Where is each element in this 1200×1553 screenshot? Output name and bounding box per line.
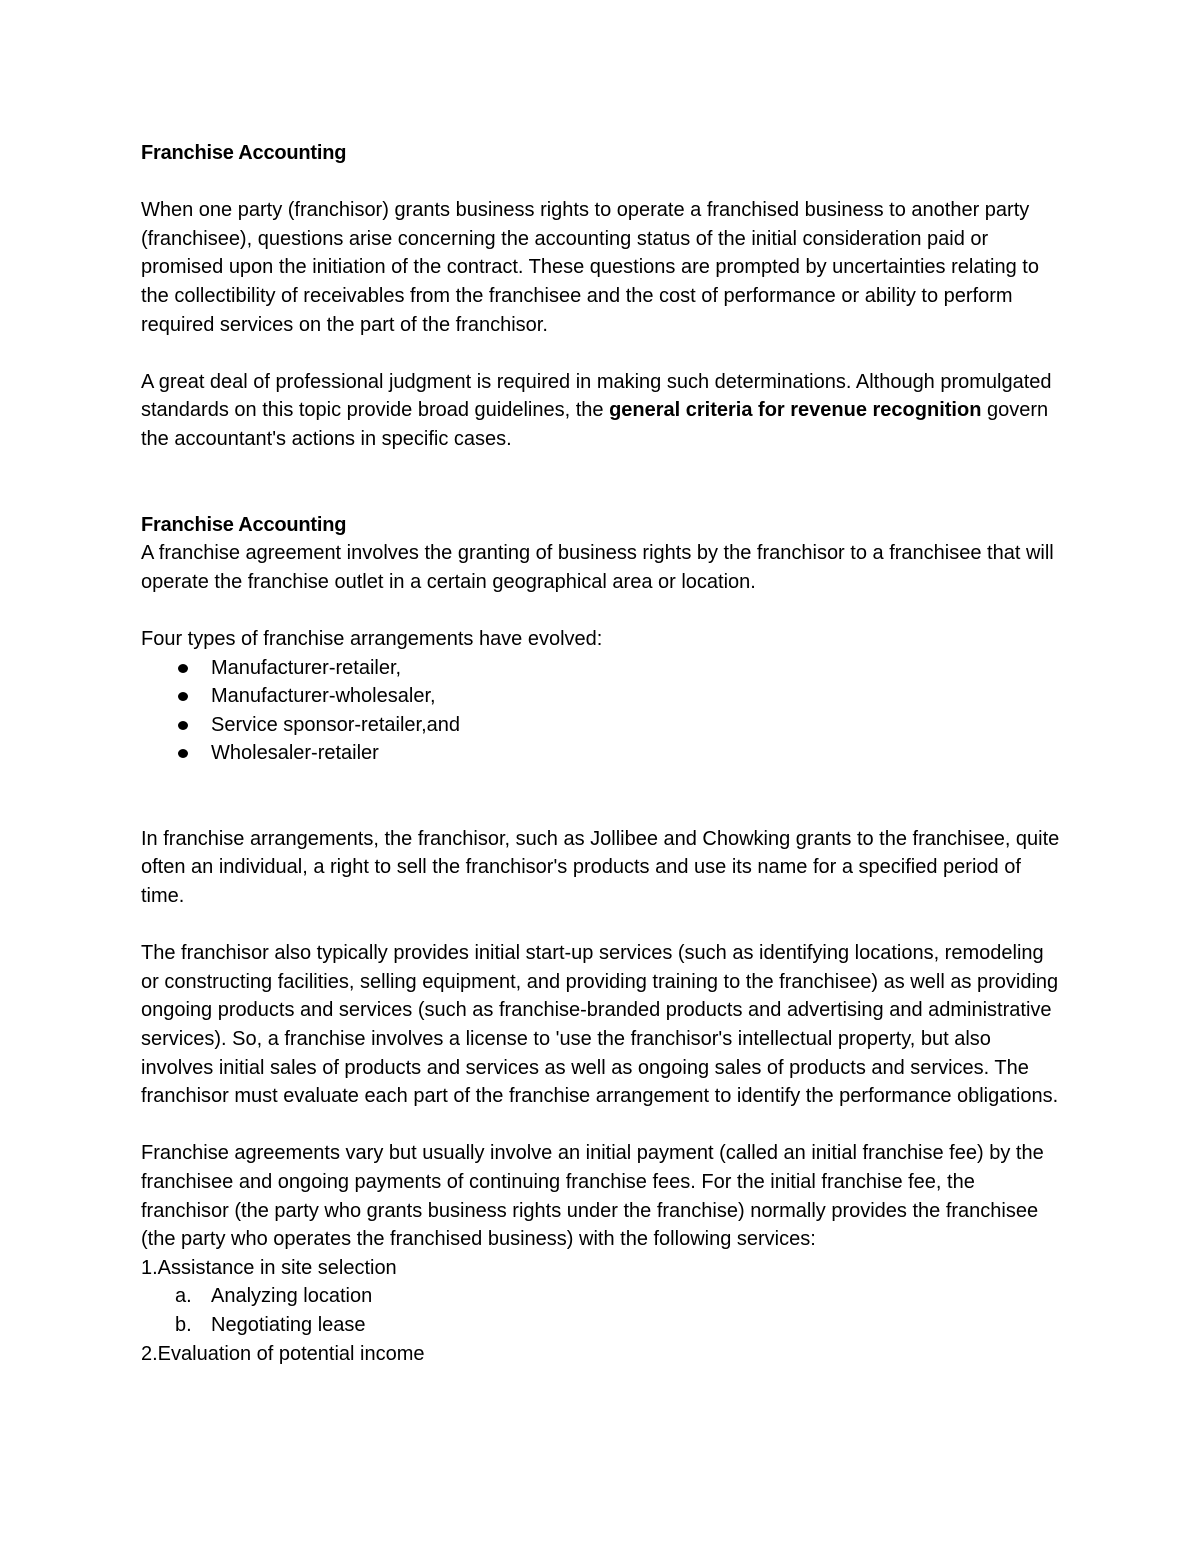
section-1-paragraph-2 xyxy=(141,368,1066,454)
bullet-icon xyxy=(178,721,188,730)
paragraph-text: A great deal of professional judgment is required in making such determinations. Although promulgated standards on this topic provide broad guidelines, the xyxy=(141,370,1052,422)
bullet-icon xyxy=(178,749,188,758)
section-2-heading: Franchise Accounting xyxy=(141,513,347,536)
list-marker: a. xyxy=(175,1285,192,1308)
section-1-heading: Franchise Accounting xyxy=(141,142,347,164)
list-item-text: Service sponsor-retailer,and xyxy=(211,713,461,736)
bullet-icon xyxy=(178,692,188,701)
section-1-paragraph-1: When one party (franchisor) grants business rights to operate a franchised business to another party (franchisee), questions arise concerning the accounting status of the initial consideration paid or promised upon the initiation of the contract. These questions are prompted by uncertainties relating to the collectibility of receivables from the franchisee and the cost of performance or ability to perform required services on the part of the franchisor. xyxy=(141,199,1039,336)
list-item-text: Manufacturer-wholesaler, xyxy=(211,685,436,708)
types-lead: Four types of franchise arrangements have evolved: xyxy=(141,627,603,650)
list-item xyxy=(141,1311,1066,1340)
list-marker: b. xyxy=(175,1313,192,1336)
bullet-icon xyxy=(178,664,188,673)
section-2-intro: A franchise agreement involves the granting of business rights by the franchisor to a franchisee that will operate the franchise outlet in a certain geographical area or location. xyxy=(141,542,1054,593)
list-item-text: Wholesaler-retailer xyxy=(211,742,379,765)
list-item xyxy=(141,739,1066,768)
numbered-item-1: 1.Assistance in site selection xyxy=(141,1256,397,1279)
list-item xyxy=(141,711,1066,740)
list-item-text: Manufacturer-retailer, xyxy=(211,656,402,679)
document-page xyxy=(141,139,1066,1368)
list-item-text: Negotiating lease xyxy=(211,1313,366,1336)
example-paragraph: In franchise arrangements, the franchisor, such as Jollibee and Chowking grants to the franchisee, quite often an individual, a right to sell the franchisor's products and use its name for a specified period of time. xyxy=(141,827,1060,908)
services-paragraph: The franchisor also typically provides initial start-up services (such as identifying locations, remodeling or constructing facilities, selling equipment, and providing training to the franchisee) as well as providing ongoing products and services (such as franchise-branded products and advertising and administrative services). So, a franchise involves a license to 'use the franchisor's intellectual property, but also involves initial sales of products and services as well as ongoing sales of products and services. The franchisor must evaluate each part of the franchise arrangement to identify the performance obligations. xyxy=(141,942,1059,1108)
sub-item-list xyxy=(141,1282,1066,1339)
list-item xyxy=(141,682,1066,711)
paragraph-text: govern the accountant's actions in specific cases. xyxy=(141,399,1049,450)
list-item xyxy=(141,1282,1066,1311)
franchise-types-list xyxy=(141,654,1066,768)
list-item xyxy=(141,654,1066,683)
bold-phrase: general criteria for revenue recognition xyxy=(609,399,982,422)
fees-paragraph: Franchise agreements vary but usually involve an initial payment (called an initial franchise fee) by the franchisee and ongoing payments of continuing franchise fees. For the initial franchise fee, the franchisor (the party who grants business rights under the franchise) normally provides the franchisee (the party who operates the franchised business) with the following services: xyxy=(141,1142,1044,1251)
list-item-text: Analyzing location xyxy=(211,1285,373,1308)
numbered-item-2: 2.Evaluation of potential income xyxy=(141,1342,425,1365)
